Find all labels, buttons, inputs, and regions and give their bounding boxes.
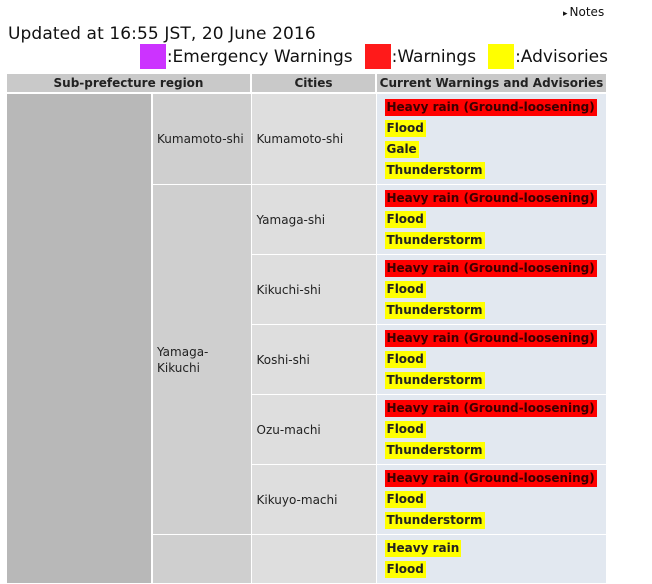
alert-line <box>385 209 606 230</box>
sub-prefecture-label-part: Kikuchi <box>157 360 200 375</box>
warning-badge: Heavy rain (Ground-loosening) <box>386 191 595 205</box>
alert-line <box>385 419 606 440</box>
warning-badge: Heavy rain (Ground-loosening) <box>386 261 595 275</box>
alerts-cell <box>376 325 606 395</box>
sub-prefecture-label: Kumamoto-shi <box>157 132 244 146</box>
emergency-swatch <box>140 44 166 69</box>
warning-badge: Heavy rain (Ground-loosening) <box>386 331 595 345</box>
table-body <box>7 93 606 584</box>
advisory-badge: Gale <box>386 142 417 156</box>
alert-line <box>385 559 606 580</box>
legend-item-warnings <box>353 44 476 69</box>
alert-line <box>385 349 606 370</box>
city-cell <box>251 93 376 185</box>
alert-line <box>385 279 606 300</box>
warnings-table <box>7 74 607 584</box>
legend <box>128 44 608 69</box>
alerts-cell <box>376 465 606 535</box>
sub-prefecture-cell <box>152 535 251 584</box>
advisory-badge: Flood <box>386 422 424 436</box>
advisory-badge: Thunderstorm <box>386 513 483 527</box>
alert-line <box>385 258 606 279</box>
city-name: Ozu-machi <box>256 422 321 437</box>
city-name: Kikuyo-machi <box>256 492 338 507</box>
alert-line <box>385 370 606 391</box>
city-name: Yamaga-shi <box>256 212 326 227</box>
alert-line <box>385 440 606 461</box>
notes-label: Notes <box>569 5 605 19</box>
region-cell <box>7 93 152 584</box>
advisory-badge: Heavy rain <box>386 541 460 555</box>
legend-label-warnings: :Warnings <box>391 46 477 67</box>
sub-prefecture-cell <box>152 93 251 185</box>
alert-line <box>385 97 606 118</box>
advisory-badge: Thunderstorm <box>386 163 483 177</box>
advisory-badge: Thunderstorm <box>386 443 483 457</box>
city-cell <box>251 465 376 535</box>
alerts-cell <box>376 255 606 325</box>
header-cities: Cities <box>251 74 376 93</box>
advisory-badge: Flood <box>386 212 424 226</box>
alert-line <box>385 468 606 489</box>
city-cell <box>251 185 376 255</box>
warning-badge: Heavy rain (Ground-loosening) <box>386 471 595 485</box>
city-cell <box>251 535 376 584</box>
warning-badge: Heavy rain (Ground-loosening) <box>386 100 595 114</box>
advisory-badge: Thunderstorm <box>386 303 483 317</box>
alerts-cell <box>376 395 606 465</box>
legend-item-emergency <box>128 44 353 69</box>
updated-timestamp: Updated at 16:55 JST, 20 June 2016 <box>8 24 316 44</box>
alerts-cell <box>376 185 606 255</box>
chevron-right-icon: ▸ <box>563 9 568 19</box>
alert-line <box>385 188 606 209</box>
alert-line <box>385 139 606 160</box>
alert-line <box>385 398 606 419</box>
alert-line <box>385 118 606 139</box>
advisory-badge: Thunderstorm <box>386 233 483 247</box>
legend-label-emergency: :Emergency Warnings <box>166 46 353 67</box>
alerts-cell <box>376 93 606 185</box>
legend-label-advisories: :Advisories <box>515 46 608 67</box>
alert-line <box>385 230 606 251</box>
city-name: Kumamoto-shi <box>256 132 344 146</box>
alert-line <box>385 300 606 321</box>
advisory-badge: Thunderstorm <box>386 373 483 387</box>
header-warnings: Current Warnings and Advisories <box>376 74 606 93</box>
advisories-swatch <box>488 44 514 69</box>
alert-line <box>385 160 606 181</box>
sub-prefecture-cell <box>152 185 251 535</box>
city-name: Koshi-shi <box>256 352 310 367</box>
city-cell <box>251 255 376 325</box>
notes-link[interactable] <box>563 5 604 19</box>
table-row <box>7 93 606 185</box>
warnings-swatch <box>365 44 391 69</box>
alert-line <box>385 328 606 349</box>
advisory-badge: Flood <box>386 562 424 576</box>
alert-line <box>385 489 606 510</box>
advisory-badge: Flood <box>386 121 424 135</box>
city-cell <box>251 395 376 465</box>
alerts-cell <box>376 535 606 584</box>
alert-line <box>385 510 606 531</box>
warning-badge: Heavy rain (Ground-loosening) <box>386 401 595 415</box>
sub-prefecture-label-part: Yamaga- <box>157 344 209 359</box>
header-sub-prefecture: Sub-prefecture region <box>7 74 251 93</box>
city-cell <box>251 325 376 395</box>
advisory-badge: Flood <box>386 282 424 296</box>
advisory-badge: Flood <box>386 492 424 506</box>
legend-item-advisories <box>476 44 608 69</box>
table-header-row <box>7 74 606 93</box>
alert-line <box>385 538 606 559</box>
city-name: Kikuchi-shi <box>256 282 321 297</box>
advisory-badge: Flood <box>386 352 424 366</box>
